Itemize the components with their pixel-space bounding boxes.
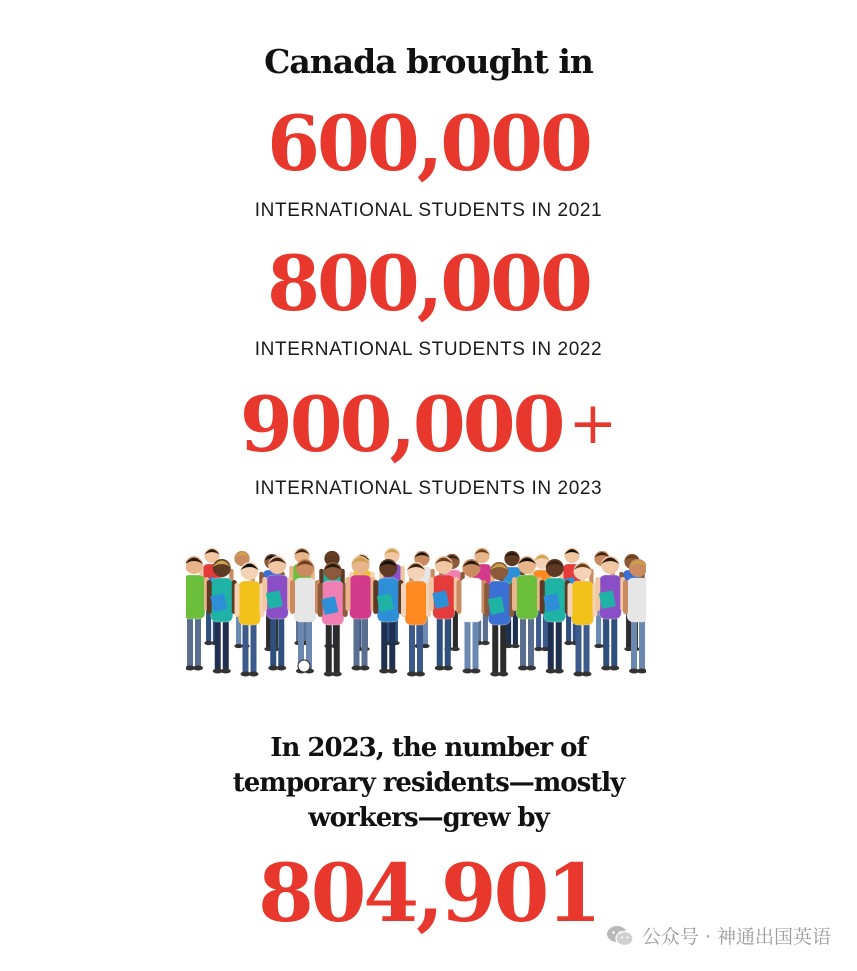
paragraph-line-3: workers—grew by — [308, 803, 549, 833]
stat-2021-value: 600,000 — [267, 99, 590, 188]
wechat-icon — [606, 925, 634, 947]
stat-2022-caption: INTERNATIONAL STUDENTS IN 2022 — [254, 339, 603, 360]
temporary-residents-paragraph — [0, 731, 857, 836]
stat-2023-value-row — [0, 375, 857, 473]
stat-2023-plus: + — [568, 389, 618, 457]
football — [298, 660, 310, 672]
temporary-residents-growth-value: 804,901 — [258, 846, 599, 940]
paragraph-line-1: In 2023, the number of — [270, 733, 587, 763]
students-group-photo — [186, 533, 646, 683]
stat-2022-value: 800,000 — [267, 239, 590, 328]
stat-2023-caption: INTERNATIONAL STUDENTS IN 2023 — [254, 478, 603, 499]
headline: Canada brought in — [264, 42, 593, 81]
watermark — [606, 922, 831, 949]
watermark-text: 公众号 · 神通出国英语 — [641, 926, 831, 948]
paragraph-line-2: temporary residents—mostly — [232, 768, 625, 798]
stat-2023-value: 900,000 — [239, 380, 563, 469]
stat-2021-caption: INTERNATIONAL STUDENTS IN 2021 — [254, 200, 603, 221]
